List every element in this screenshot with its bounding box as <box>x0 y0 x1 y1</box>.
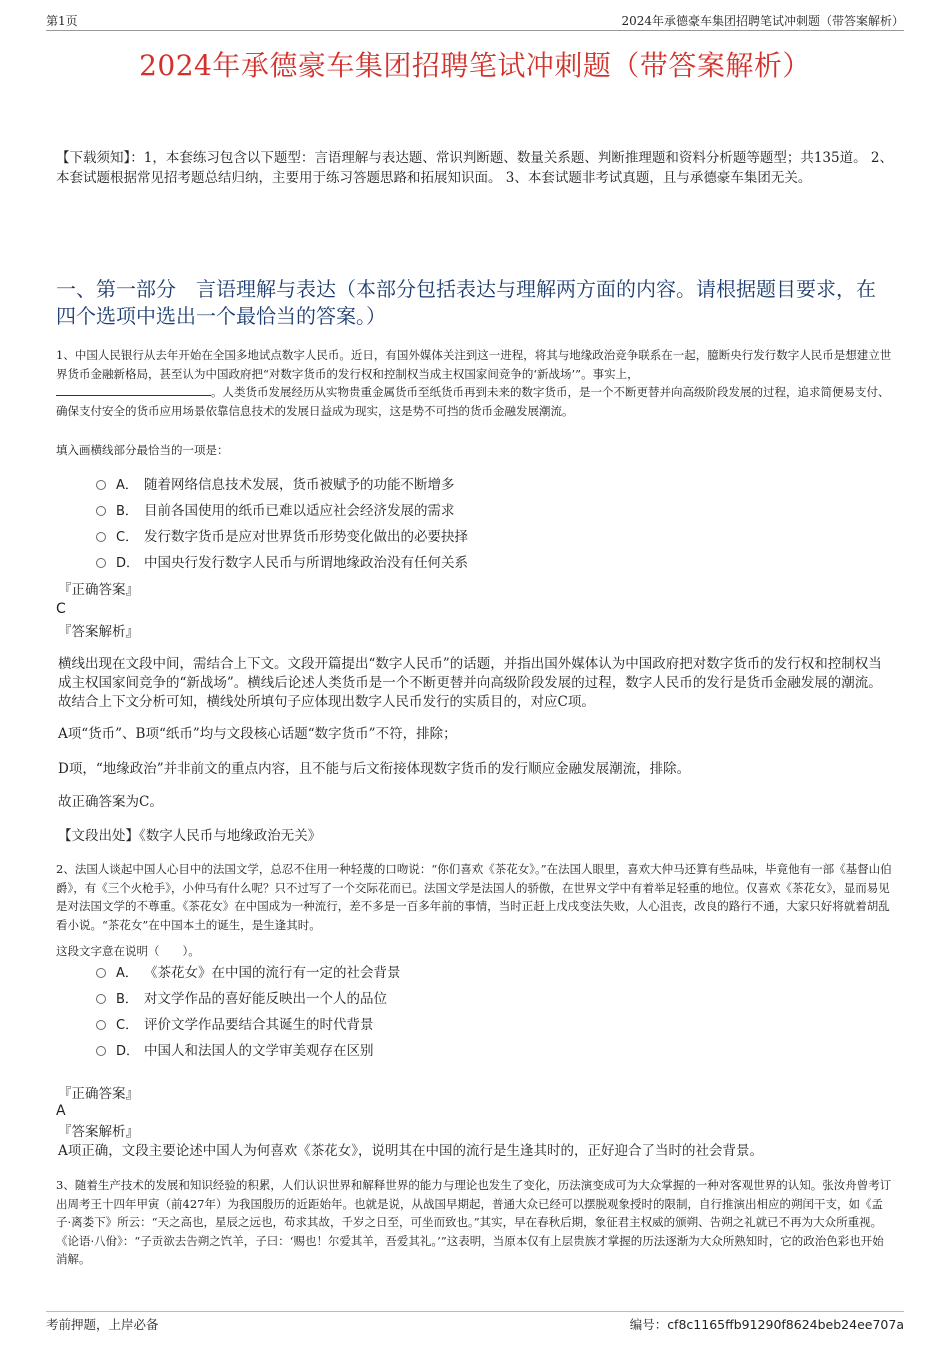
q2-analysis-label: 『答案解析』 <box>58 1124 139 1140</box>
question-1-prompt: 填入画横线部分最恰当的一项是： <box>56 443 229 457</box>
q2-option-a[interactable]: A． 《茶花女》在中国的流行有一定的社会背景 <box>96 963 401 983</box>
q1-option-c[interactable]: C． 发行数字货币是应对世界货币形势变化做出的必要抉择 <box>96 527 468 547</box>
page-number: 第1页 <box>46 14 78 28</box>
question-3-text: 3、随着生产技术的发展和知识经验的积累，人们认识世界和解释世界的能力与理论也发生了变化，历法演变成可为大众掌握的一种对客观世界的认知。张汝舟曾考订出周考王十四年甲寅（前427年）为我国殷历的近距始年。也就是说，从战国早期起，普通大众已经可以摆脱观象授时的限制，自行推演出相应的朔闰干支，如《孟子·离娄下》所云：“天之高也，星辰之远也，苟求其故，千岁之日至，可坐而致也。”其实，早在春秋后期，象征君主权威的颁朔、告朔之礼就已不再为大众所重视。《论语·八佾》：“子贡欲去告朔之饩羊，子曰：‘赐也！尔爱其羊，吾爱其礼。’”这表明，当原本仅有上层贵族才掌握的历法逐渐为大众所熟知时，它的政治色彩也开始消解。 <box>56 1178 892 1266</box>
footer-slogan: 考前押题，上岸必备 <box>46 1317 159 1332</box>
document-title: 2024年承德豪车集团招聘笔试冲刺题（带答案解析） <box>139 49 811 82</box>
q1-analysis-2: A项“货币”、B项“纸币”均与文段核心话题“数字货币”不符，排除； <box>58 726 457 742</box>
radio-icon[interactable] <box>96 506 106 516</box>
section-heading: 一、第一部分 言语理解与表达（本部分包括表达与理解两方面的内容。请根据题目要求，在四个选项中选出一个最恰当的答案。） <box>56 277 876 328</box>
q2-option-d[interactable]: D． 中国人和法国人的文学审美观存在区别 <box>96 1041 374 1061</box>
question-1-text-b: 。人类货币发展经历从实物贵重金属货币至纸货币再到未来的数字货币，是一个不断更替并向高级阶段发展的过程，追求简便易支付、确保支付安全的货币应用场景依靠信息技术的发展日益成为现实，这是势不可挡的货币金融发展潮流。 <box>56 385 890 418</box>
page-header <box>46 12 904 31</box>
download-notice: 【下载须知】：1，本套练习包含以下题型：言语理解与表达题、常识判断题、数量关系题、判断推理题和资料分析题等题型；共135道。 2、本套试题根据常见招考题总结归纳，主要用于练习答题思路和拓展知识面。 3、本套试题非考试真题，且与承德豪车集团无关。 <box>56 150 893 186</box>
radio-icon[interactable] <box>96 968 106 978</box>
question-1-text-a: 1、中国人民银行从去年开始在全国多地试点数字人民币。近日，有国外媒体关注到这一进程，将其与地缘政治竞争联系在一起，臆断央行发行数字人民币是想建立世界货币金融新格局，甚至认为中国政府把“对数字货币的发行权和控制权当成主权国家间竞争的‘新战场’”。事实上， <box>56 348 892 381</box>
radio-icon[interactable] <box>96 1046 106 1056</box>
q2-analysis: A项正确，文段主要论述中国人为何喜欢《茶花女》，说明其在中国的流行是生逢其时的，正好迎合了当时的社会背景。 <box>58 1143 763 1159</box>
q1-analysis-1: 横线出现在文段中间，需结合上下文。文段开篇提出“数字人民币”的话题，并指出国外媒体认为中国政府把对数字货币的发行权和控制权当成主权国家间竞争的“新战场”。横线后论述人类货币是一个不断更替并向高级阶段发展的过程，数字人民币的发行是货币金融发展的潮流。故结合上下文分析可知，横线处所填句子应体现出数字人民币发行的实质目的，对应C项。 <box>58 656 882 710</box>
q1-source: 【文段出处】《数字人民币与地缘政治无关》 <box>58 828 322 844</box>
question-2-prompt: 这段文字意在说明（ ）。 <box>56 944 200 958</box>
q1-answer-label: 『正确答案』 <box>58 582 139 598</box>
q2-option-c[interactable]: C． 评价文学作品要结合其诞生的时代背景 <box>96 1015 374 1035</box>
q1-option-a[interactable]: A． 随着网络信息技术发展，货币被赋予的功能不断增多 <box>96 475 455 495</box>
q2-answer: A <box>56 1103 66 1119</box>
radio-icon[interactable] <box>96 480 106 490</box>
fill-blank <box>56 384 211 396</box>
radio-icon[interactable] <box>96 558 106 568</box>
radio-icon[interactable] <box>96 1020 106 1030</box>
q1-analysis-label: 『答案解析』 <box>58 624 139 640</box>
radio-icon[interactable] <box>96 532 106 542</box>
page-footer <box>46 1311 904 1333</box>
question-1-text <box>56 346 894 420</box>
radio-icon[interactable] <box>96 994 106 1004</box>
question-2-text: 2、法国人谈起中国人心目中的法国文学，总忍不住用一种轻蔑的口吻说：“你们喜欢《茶花女》。”在法国人眼里，喜欢大仲马还算有些品味，毕竟他有一部《基督山伯爵》，有《三个火枪手》，小仲马有什么呢？只不过写了一个交际花而已。法国文学是法国人的骄傲，在世界文学中有着举足轻重的地位。仅喜欢《茶花女》，显而易见是对法国文学的不尊重。《茶花女》在中国成为一种流行，差不多是一百多年前的事情，当时正赶上戊戌变法失败，人心沮丧，改良的路行不通，大家只好将就着胡乱看小说。“茶花女”在中国本土的诞生，是生逢其时。 <box>56 862 892 932</box>
header-doc-title: 2024年承德豪车集团招聘笔试冲刺题（带答案解析） <box>621 14 904 28</box>
q1-option-b[interactable]: B． 目前各国使用的纸币已难以适应社会经济发展的需求 <box>96 501 455 521</box>
q1-option-d[interactable]: D． 中国央行发行数字人民币与所谓地缘政治没有任何关系 <box>96 553 468 573</box>
q1-analysis-3: D项，“地缘政治”并非前文的重点内容，且不能与后文衔接体现数字货币的发行顺应金融发展潮流，排除。 <box>58 761 691 777</box>
q1-answer: C <box>56 601 66 617</box>
q1-analysis-4: 故正确答案为C。 <box>58 794 163 810</box>
document-code: 编号：cf8c1165ffb91290f8624beb24ee707a <box>629 1317 904 1332</box>
q2-answer-label: 『正确答案』 <box>58 1086 139 1102</box>
q2-option-b[interactable]: B． 对文学作品的喜好能反映出一个人的品位 <box>96 989 387 1009</box>
